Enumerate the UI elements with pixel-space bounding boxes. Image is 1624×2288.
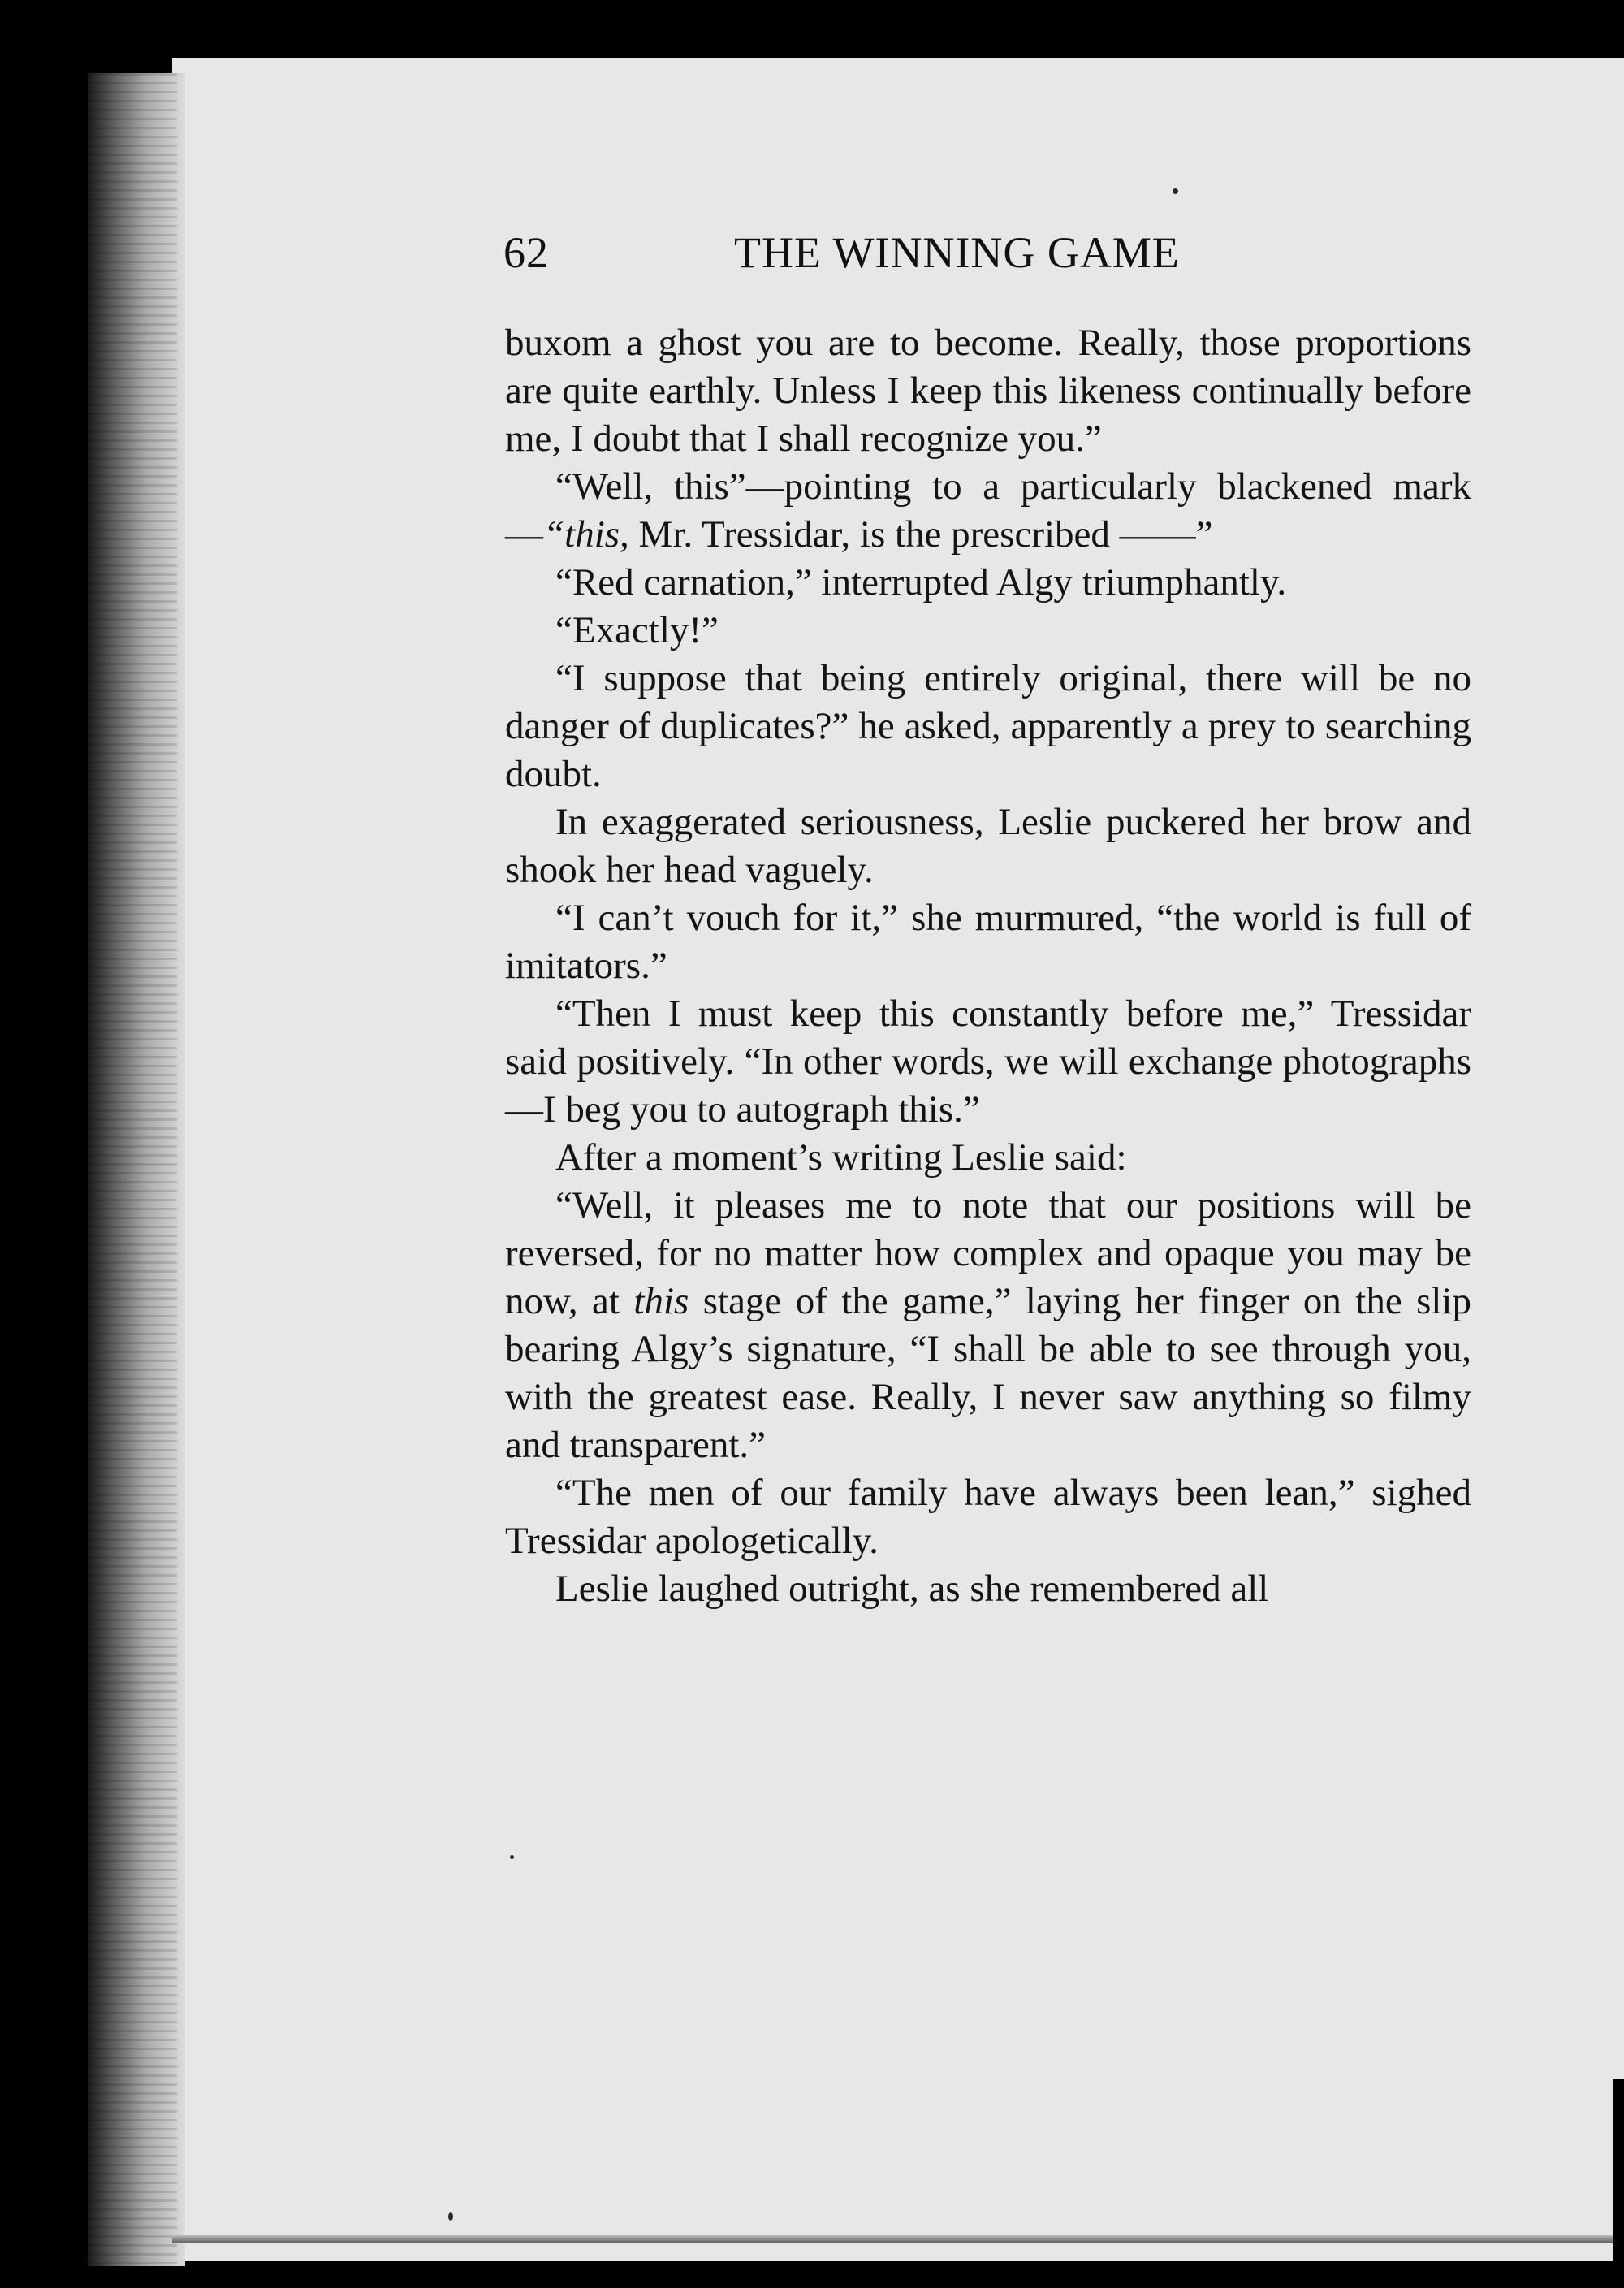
paragraph-text: “Then I must keep this constantly before me,” Tressidar said positively. “In other words, we will exchange photographs—I beg you to autograph this.” [505, 993, 1471, 1131]
paragraph [505, 463, 1471, 559]
paragraph [505, 1469, 1471, 1565]
running-title: THE WINNING GAME [734, 228, 1180, 277]
paragraph-text: Mr. Tressidar, is the prescribed ——” [628, 513, 1213, 556]
paragraph-text: After a moment’s writing Leslie said: [555, 1136, 1127, 1179]
paragraph-text: “The men of our family have always been lean,” sighed Tressidar apologetically. [505, 1472, 1471, 1562]
paragraph [505, 1134, 1471, 1182]
paragraph [505, 607, 1471, 655]
dust-speck [1173, 188, 1178, 194]
italic-text: this [633, 1280, 689, 1322]
page-right-edge [1613, 2079, 1624, 2282]
paragraph [505, 559, 1471, 607]
paragraph-text: “Well, this”—pointing to a particularly blackened mark— [505, 465, 1471, 556]
paragraph-text: “Exactly!” [555, 609, 719, 651]
paragraph [505, 1182, 1471, 1469]
paragraph [505, 1565, 1471, 1613]
gutter-texture [88, 73, 177, 2266]
paragraph [505, 990, 1471, 1134]
paragraph [505, 894, 1471, 990]
page-bottom-edge [172, 2235, 1618, 2243]
dust-speck [510, 1855, 514, 1859]
paragraph [505, 798, 1471, 894]
paragraph-text: Leslie laughed outright, as she remembered all [555, 1568, 1269, 1610]
paragraph-text: stage of the game,” laying her finger on the slip bearing Algy’s signature, “I shall be able to see through you, with the greatest ease. Really, I never saw anything so filmy and transparent.” [505, 1280, 1471, 1466]
paragraph-text: buxom a ghost you are to become. Really, those proportions are quite earthly. Unless I keep this likeness continually before me, I doubt that I shall recognize you.” [505, 322, 1471, 460]
paragraph-text: “Well, it pleases me to note that our positions will be reversed, for no matter how complex and opaque you may be now, at [505, 1184, 1471, 1322]
paragraph [505, 655, 1471, 798]
running-head [503, 227, 1315, 284]
paragraph-text: “I suppose that being entirely original, there will be no danger of duplicates?” he asked, apparently a prey to searching doubt. [505, 657, 1471, 795]
page-number: 62 [503, 228, 549, 277]
paragraph [505, 319, 1471, 463]
paragraph-text: “I can’t vouch for it,” she murmured, “the world is full of imitators.” [505, 897, 1471, 987]
italic-text: “this, [543, 513, 629, 556]
dust-speck [448, 2212, 453, 2221]
paragraph-text: In exaggerated seriousness, Leslie puckered her brow and shook her head vaguely. [505, 801, 1471, 891]
paragraph-text: “Red carnation,” interrupted Algy triumphantly. [555, 561, 1287, 603]
body-text [505, 319, 1471, 1613]
